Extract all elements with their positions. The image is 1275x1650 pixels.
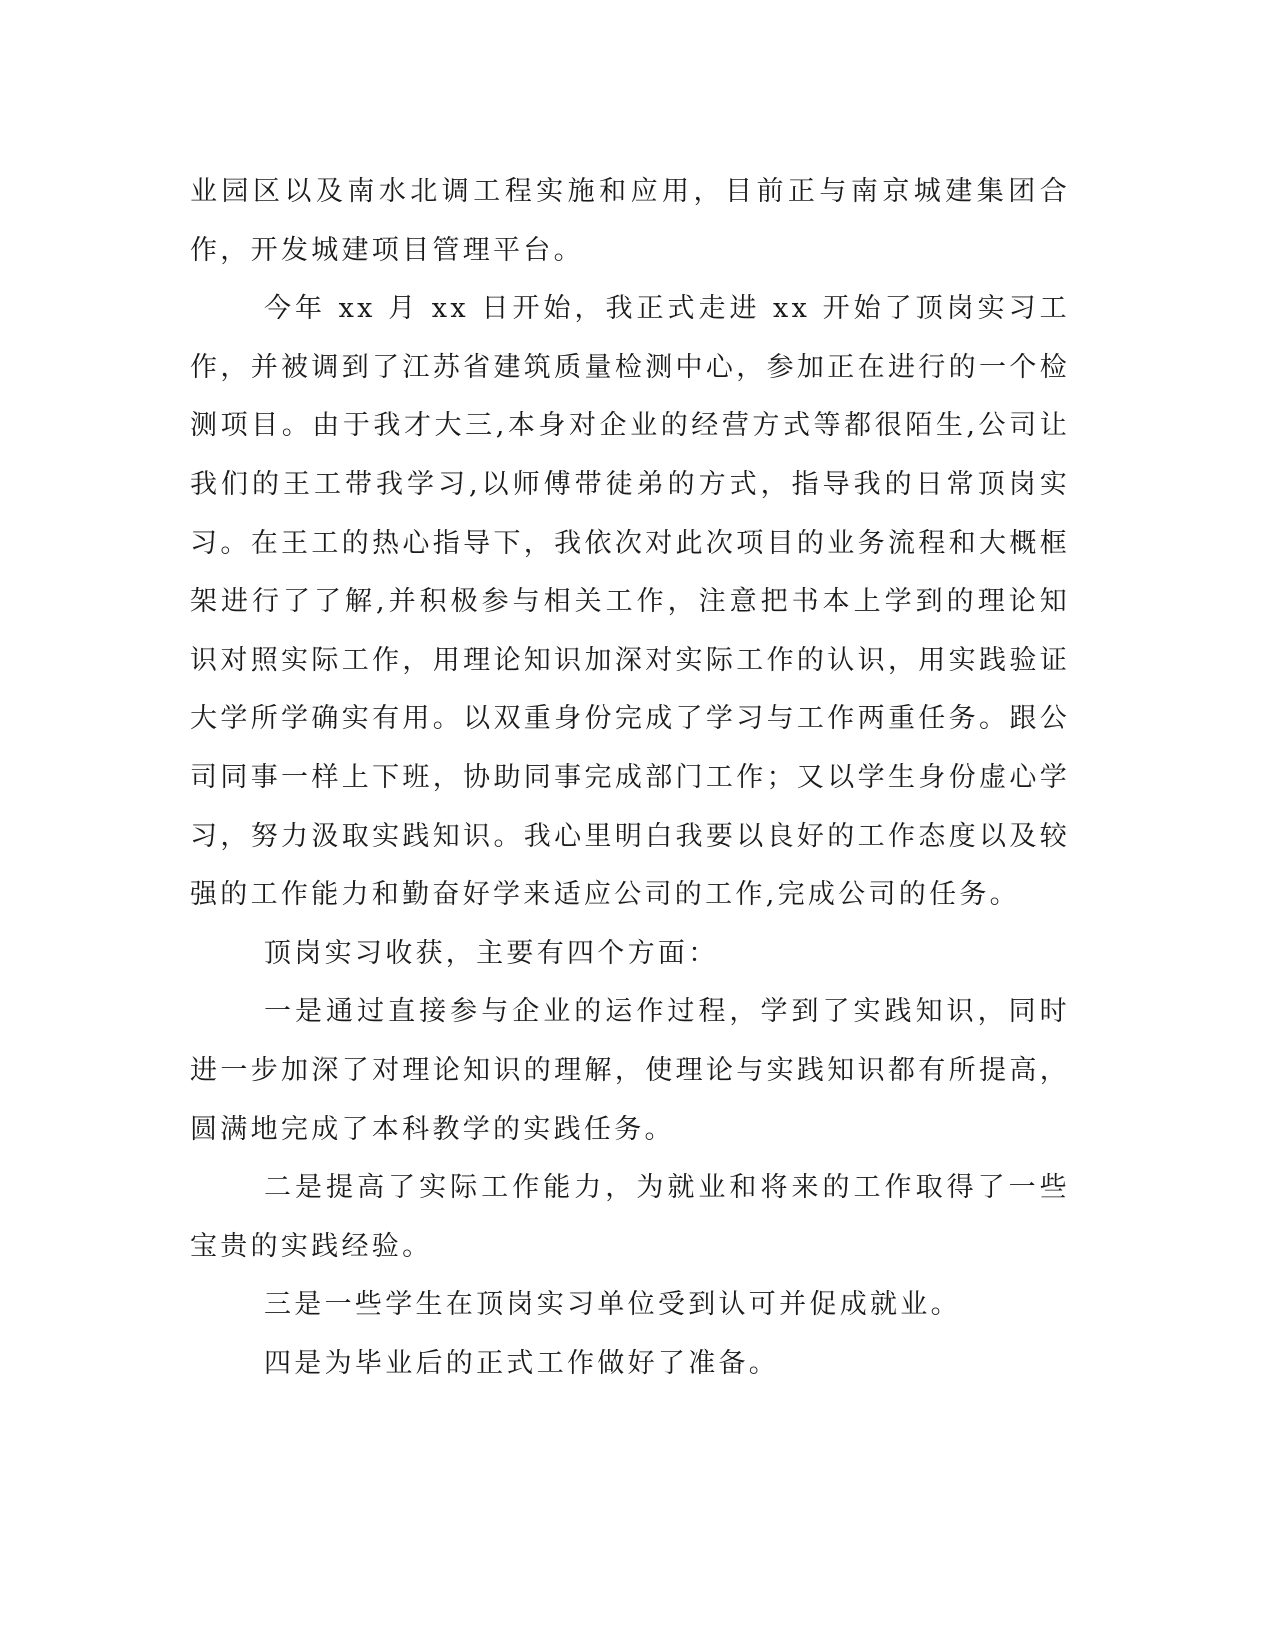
paragraph-internship-start: 今年 xx 月 xx 日开始，我正式走进 xx 开始了顶岗实习工作，并被调到了江苏省建筑质量检测中心，参加正在进行的一个检测项目。由于我才大三,本身对企业的经营方式等都很陌生,公司让我们的王工带我学习,以师傅带徒弟的方式，指导我的日常顶岗实习。在王工的热心指导下，我依次对此次项目的业务流程和大概框架进行了了解,并积极参与相关工作，注意把书本上学到的理论知识对照实际工作，用理论知识加深对实际工作的认识，用实践验证大学所学确实有用。以双重身份完成了学习与工作两重任务。跟公司同事一样上下班，协助同事完成部门工作；又以学生身份虚心学习，努力汲取实践知识。我心里明白我要以良好的工作态度以及较强的工作能力和勤奋好学来适应公司的工作,完成公司的任务。	[190, 293, 1070, 911]
paragraph-harvest-intro: 顶岗实习收获，主要有四个方面：	[264, 937, 719, 969]
document-body	[190, 163, 1070, 1393]
paragraph-continuation: 业园区以及南水北调工程实施和应用，目前正与南京城建集团合作，开发城建项目管理平台。	[190, 176, 1070, 266]
paragraph-harvest-four: 四是为毕业后的正式工作做好了准备。	[264, 1347, 780, 1379]
paragraph-harvest-two: 二是提高了实际工作能力，为就业和将来的工作取得了一些宝贵的实践经验。	[190, 1172, 1070, 1262]
paragraph-harvest-three: 三是一些学生在顶岗实习单位受到认可并促成就业。	[264, 1289, 961, 1321]
paragraph-harvest-one: 一是通过直接参与企业的运作过程，学到了实践知识，同时进一步加深了对理论知识的理解，使理论与实践知识都有所提高，圆满地完成了本科教学的实践任务。	[190, 996, 1070, 1145]
